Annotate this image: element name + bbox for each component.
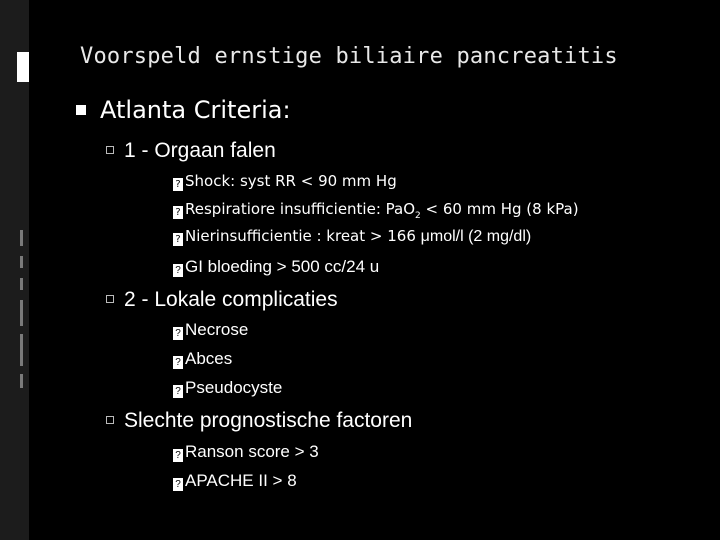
list-item: ? Ranson score > 3 xyxy=(173,442,319,462)
section-lokale-complicaties xyxy=(106,288,338,312)
slide-title: Voorspeld ernstige biliaire pancreatitis xyxy=(80,44,618,69)
list-item: ? APACHE II > 8 xyxy=(173,471,297,491)
missing-glyph-icon: ? xyxy=(173,478,183,491)
list-item: ? Abces xyxy=(173,349,232,369)
list-item: ? Shock: syst RR < 90 mm Hg xyxy=(173,172,397,191)
section-label: 2 - Lokale complicaties xyxy=(124,288,338,311)
section-prognostische-factoren xyxy=(106,409,412,433)
missing-glyph-icon: ? xyxy=(173,356,183,369)
missing-glyph-icon: ? xyxy=(173,327,183,340)
section-orgaan-falen xyxy=(106,139,276,163)
list-item: ? Necrose xyxy=(173,320,248,340)
left-accent-block xyxy=(17,52,29,82)
hollow-square-bullet-icon xyxy=(106,295,114,303)
list-item: ? Pseudocyste xyxy=(173,378,282,398)
square-bullet-icon xyxy=(76,105,86,115)
list-item: ? Respiratiore insufficientie: PaO$_2$ < 60 mm Hg (8 kPa) xyxy=(173,200,579,221)
left-stripe xyxy=(20,278,23,290)
section-label: 1 - Orgaan falen xyxy=(124,139,276,162)
atlanta-label: Atlanta Criteria xyxy=(100,96,283,124)
missing-glyph-icon: ? xyxy=(173,385,183,398)
left-stripe xyxy=(20,300,23,326)
left-stripe xyxy=(20,374,23,388)
list-item: ? GI bloeding > 500 cc/24 u xyxy=(173,257,379,277)
hollow-square-bullet-icon xyxy=(106,416,114,424)
missing-glyph-icon: ? xyxy=(173,178,183,191)
hollow-square-bullet-icon xyxy=(106,146,114,154)
left-stripe xyxy=(20,230,23,246)
missing-glyph-icon: ? xyxy=(173,264,183,277)
list-item: ? Nierinsufficientie : kreat > 166 μmol/l (2 mg/dl) xyxy=(173,227,531,246)
section-label: Slechte prognostische factoren xyxy=(124,409,413,432)
left-stripe xyxy=(20,334,23,366)
missing-glyph-icon: ? xyxy=(173,233,183,246)
atlanta-suffix: : xyxy=(282,96,291,124)
missing-glyph-icon: ? xyxy=(173,206,183,219)
left-stripe xyxy=(20,256,23,268)
bullet-atlanta-criteria xyxy=(76,96,291,124)
missing-glyph-icon: ? xyxy=(173,449,183,462)
